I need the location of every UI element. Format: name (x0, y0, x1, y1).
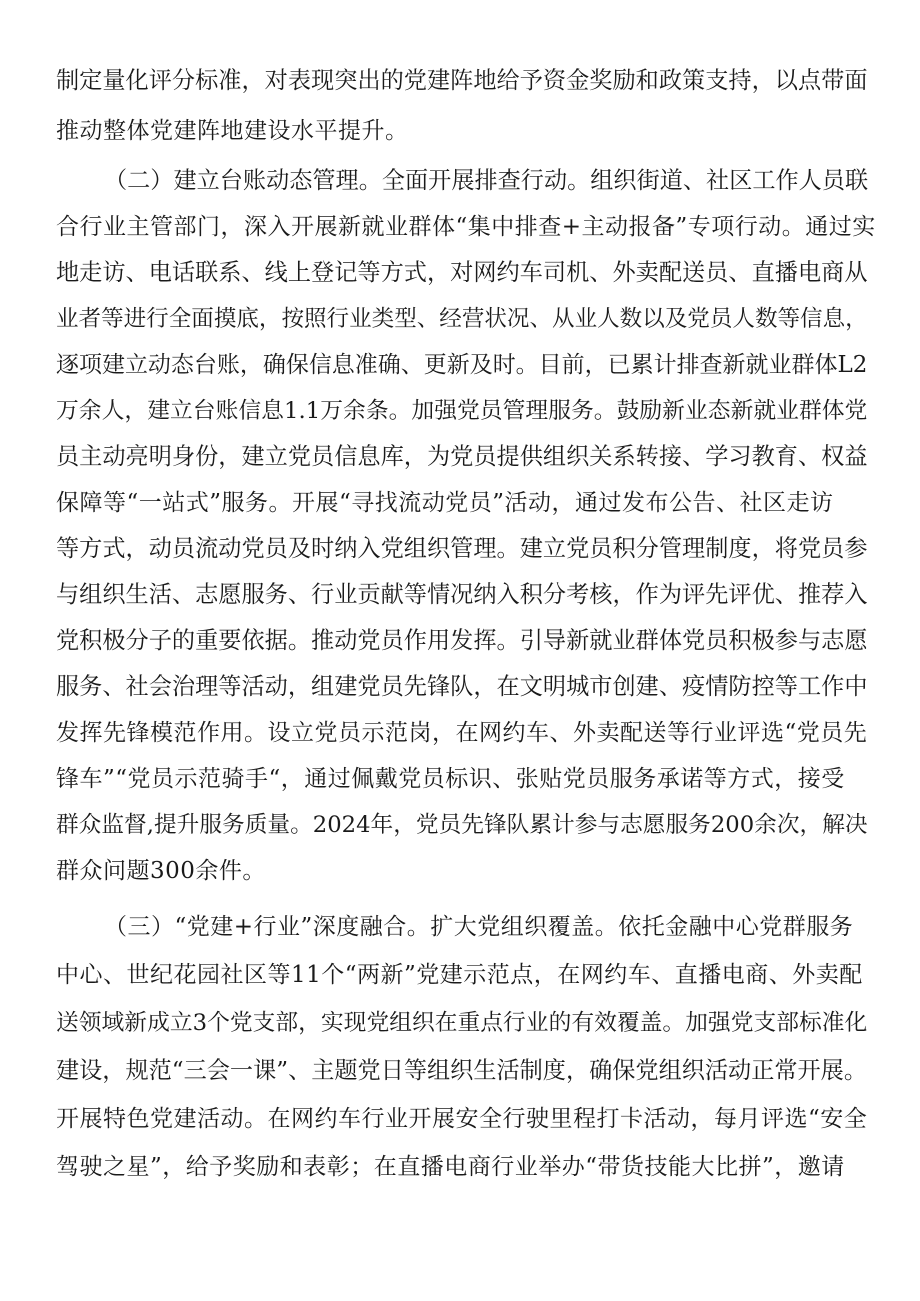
section-heading-line: （三）“党建+行业”深度融合。扩大党组织覆盖。依托金融中心党群服务 (104, 914, 854, 940)
text-line: 等方式，动员流动党员及时纳入党组织管理。建立党员积分管理制度，将党员参 (56, 535, 868, 562)
text-line: 与组织生活、志愿服务、行业贡献等情况纳入积分考核，作为评先评优、推荐入 (56, 581, 868, 608)
text-line: 地走访、电话联系、线上登记等方式，对网约车司机、外卖配送员、直播电商从 (56, 259, 868, 286)
text-line: 建设，规范“三会一课”、主题党日等组织生活制度，确保党组织活动正常开展。 (56, 1057, 867, 1084)
text-line: 服务、社会治理等活动，组建党员先锋队，在文明城市创建、疫情防控等工作中 (56, 673, 868, 700)
text-line: 中心、世纪花园社区等11个“两新”党建示范点，在网约车、直播电商、外卖配 (56, 962, 863, 988)
text-line: 开展特色党建活动。在网约车行业开展安全行驶里程打卡活动，每月评选“安全 (56, 1106, 868, 1132)
text-line: 送领域新成立3个党支部，实现党组织在重点行业的有效覆盖。加强党支部标准化 (56, 1010, 868, 1036)
text-line: 合行业主管部门，深入开展新就业群体“集中排查+主动报备”专项行动。通过实 (56, 214, 876, 240)
text-line: 群众监督,提升服务质量。2024年，党员先锋队累计参与志愿服务200余次，解决 (56, 812, 868, 838)
text-line: 制定量化评分标准，对表现突出的党建阵地给予资金奖励和政策支持，以点带面 (56, 67, 868, 94)
text-line: 锋车”“党员示范骑手“，通过佩戴党员标识、张贴党员服务承诺等方式，接受 (56, 766, 845, 792)
text-line: 保障等“一站式”服务。开展“寻找流动党员”活动，通过发布公告、社区走访 (56, 490, 834, 516)
text-line: 员主动亮明身份，建立党员信息库，为党员提供组织关系转接、学习教育、权益 (56, 443, 868, 470)
text-line: 逐项建立动态台账，确保信息准确、更新及时。目前，已累计排查新就业群体L2 (56, 352, 868, 378)
text-line: 党积极分子的重要依据。推动党员作用发挥。引导新就业群体党员积极参与志愿 (56, 627, 868, 654)
text-line: 万余人，建立台账信息1.1万余条。加强党员管理服务。鼓励新业态新就业群体党 (56, 398, 868, 424)
text-line: 业者等进行全面摸底，按照行业类型、经营状况、从业人数以及党员人数等信息， (56, 306, 868, 332)
text-line: 发挥先锋模范作用。设立党员示范岗，在网约车、外卖配送等行业评选“党员先 (56, 720, 868, 746)
text-line: 驾驶之星”，给予奖励和表彰；在直播电商行业举办“带货技能大比拼”，邀请 (56, 1154, 845, 1180)
text-line: 群众问题300余件。 (56, 858, 266, 884)
section-heading-line: （二）建立台账动态管理。全面开展排查行动。组织街道、社区工作人员联 (104, 168, 869, 194)
text-line: 推动整体党建阵地建设水平提升。 (56, 118, 409, 144)
